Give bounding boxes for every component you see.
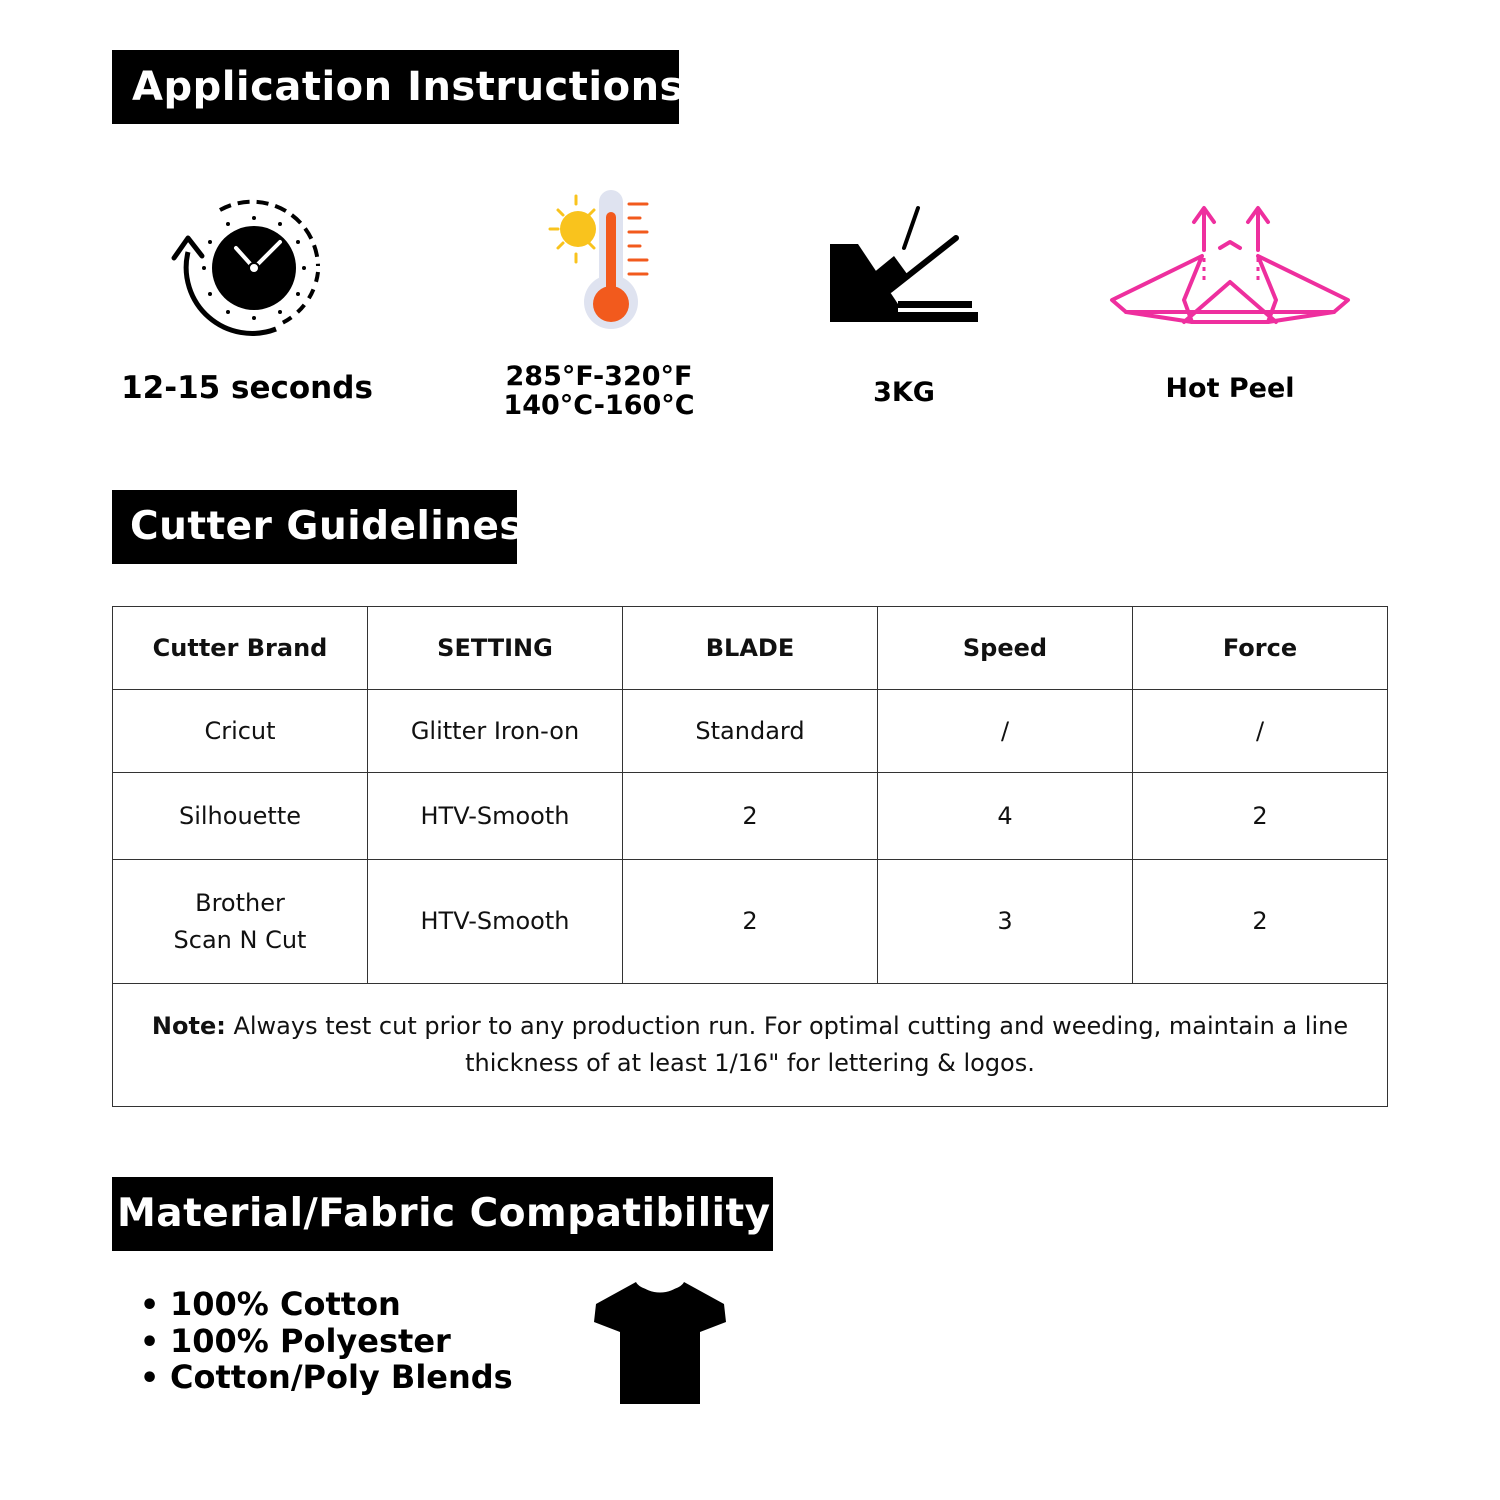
fabric-label: Cotton/Poly Blends xyxy=(170,1358,513,1396)
timer-icon xyxy=(168,196,328,336)
thermometer-icon xyxy=(548,188,658,334)
header-speed: Speed xyxy=(878,607,1133,690)
fabric-label: 100% Polyester xyxy=(170,1321,451,1360)
temperature-celsius: 140°C-160°C xyxy=(503,390,695,421)
cell-blade: 2 xyxy=(623,773,878,860)
cell-brand xyxy=(113,860,368,984)
time-label: 12-15 seconds xyxy=(121,370,373,406)
cell-blade: 2 xyxy=(623,860,878,984)
cell-brand: Cricut xyxy=(113,690,368,773)
brand-line: Brother xyxy=(195,888,285,917)
tshirt-icon xyxy=(592,1280,728,1406)
cell-brand: Silhouette xyxy=(113,773,368,860)
cell-force: 2 xyxy=(1133,773,1388,860)
cutter-table xyxy=(112,606,1388,1107)
cell-force: / xyxy=(1133,690,1388,773)
application-instructions-heading: Application Instructions xyxy=(112,50,679,124)
table-row xyxy=(113,690,1388,773)
heat-press-icon xyxy=(828,204,980,324)
peel-label: Hot Peel xyxy=(1165,373,1295,404)
cell-setting: HTV-Smooth xyxy=(368,860,623,984)
cutter-guidelines-heading: Cutter Guidelines xyxy=(112,490,517,564)
cell-setting: HTV-Smooth xyxy=(368,773,623,860)
cell-force: 2 xyxy=(1133,860,1388,984)
header-cutter-brand: Cutter Brand xyxy=(113,607,368,690)
header-force: Force xyxy=(1133,607,1388,690)
table-header-row xyxy=(113,607,1388,690)
table-row xyxy=(113,773,1388,860)
material-compatibility-heading: Material/Fabric Compatibility xyxy=(112,1177,773,1251)
fabric-label: 100% Cotton xyxy=(170,1285,401,1323)
note-row xyxy=(113,984,1388,1107)
fabric-list xyxy=(140,1287,513,1397)
temperature-label xyxy=(470,362,728,420)
note-label: Note: xyxy=(151,1012,226,1040)
header-setting: SETTING xyxy=(368,607,623,690)
note-text: Always test cut prior to any production run. For optimal cutting and weeding, maintain a line thickness of at least 1/16" for lettering & logos. xyxy=(225,1012,1349,1077)
brand-line: Scan N Cut xyxy=(173,925,307,954)
list-item: • 100% Polyester xyxy=(140,1321,451,1360)
cell-speed: 3 xyxy=(878,860,1133,984)
cell-blade: Standard xyxy=(623,690,878,773)
cell-speed: 4 xyxy=(878,773,1133,860)
list-item: • Cotton/Poly Blends xyxy=(140,1358,513,1396)
temperature-fahrenheit: 285°F-320°F xyxy=(505,361,693,392)
hot-peel-icon xyxy=(1108,200,1352,330)
list-item: • 100% Cotton xyxy=(140,1285,401,1323)
cell-speed: / xyxy=(878,690,1133,773)
cell-setting: Glitter Iron-on xyxy=(368,690,623,773)
pressure-label: 3KG xyxy=(873,377,935,408)
table-row xyxy=(113,860,1388,984)
header-blade: BLADE xyxy=(623,607,878,690)
note-cell xyxy=(113,984,1388,1107)
